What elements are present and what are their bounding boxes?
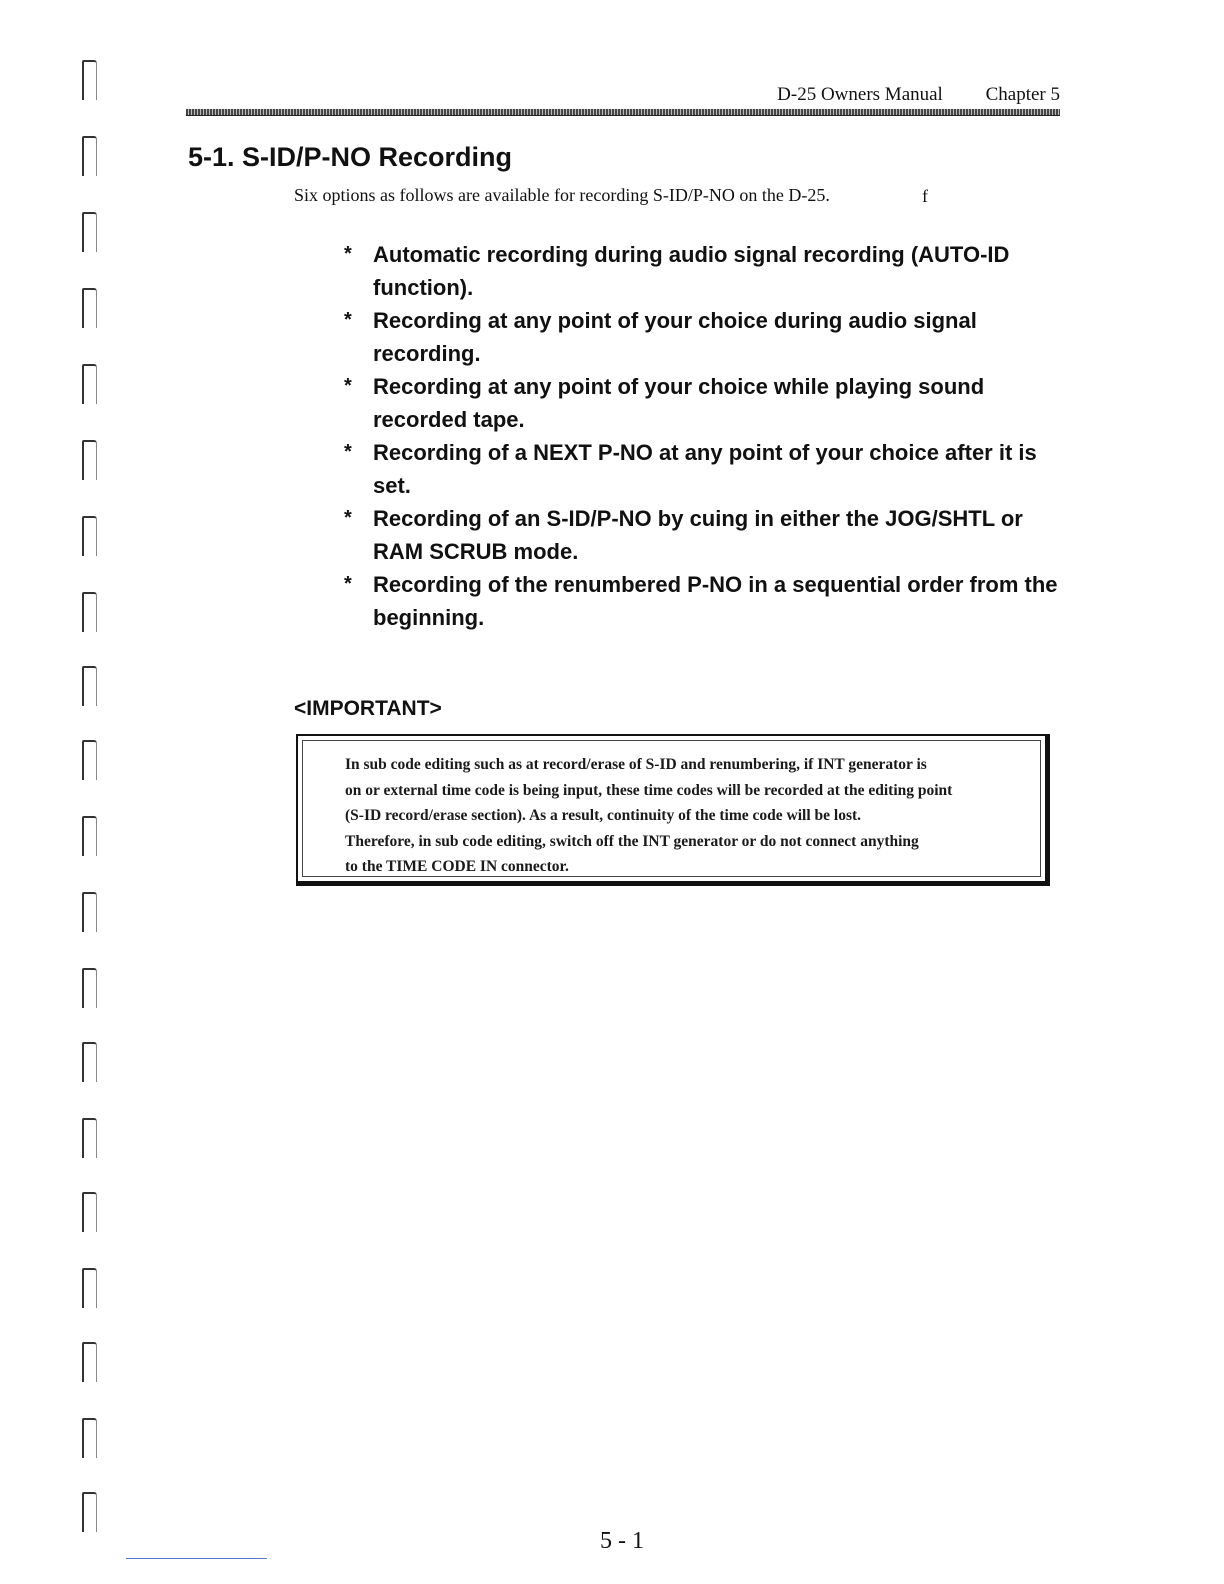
binder-mark — [82, 440, 97, 480]
list-item-line: Recording of a NEXT P-NO at any point of your choice after it is — [373, 440, 1037, 465]
binder-mark — [82, 212, 97, 252]
chapter-label: Chapter 5 — [985, 84, 1060, 105]
list-item — [344, 370, 1064, 436]
note-line: In sub code editing such as at record/erase of S-ID and renumbering, if INT generator is — [345, 756, 927, 773]
important-note-box — [296, 734, 1050, 886]
bullet-star-icon: * — [344, 573, 352, 595]
list-item — [344, 238, 1064, 304]
bullet-star-icon: * — [344, 375, 352, 397]
note-line: (S-ID record/erase section). As a result, continuity of the time code will be lost. — [345, 807, 862, 825]
list-item-line: Recording at any point of your choice during audio signal — [373, 308, 977, 333]
binder-mark — [82, 1118, 97, 1158]
binder-mark — [82, 968, 97, 1008]
binder-mark — [82, 1192, 97, 1232]
stray-mark: f — [922, 186, 928, 206]
binder-mark — [82, 364, 97, 404]
page-number: 5 - 1 — [600, 1528, 644, 1554]
list-item — [344, 436, 1064, 502]
binder-mark — [82, 892, 97, 932]
binder-mark — [82, 1042, 97, 1082]
binder-mark — [82, 1418, 97, 1458]
list-item-line: set. — [373, 473, 411, 498]
binder-mark — [82, 816, 97, 856]
list-item — [344, 502, 1064, 568]
list-item-line: Recording at any point of your choice while playing sound — [373, 374, 985, 399]
list-item-line: RAM SCRUB mode. — [373, 539, 579, 564]
list-item-line: function). — [373, 275, 474, 300]
binder-mark — [82, 740, 97, 780]
note-line: on or external time code is being input, these time codes will be recorded at the editing point — [345, 781, 953, 799]
binder-mark — [82, 60, 97, 100]
bullet-star-icon: * — [344, 441, 352, 463]
list-item-line: recorded tape. — [373, 407, 525, 432]
note-line: to the TIME CODE IN connector. — [345, 858, 569, 876]
binder-mark — [82, 288, 97, 328]
binder-mark — [82, 592, 97, 632]
page-header — [777, 84, 1060, 106]
binder-mark — [82, 666, 97, 706]
options-list — [344, 238, 1064, 634]
list-item-line: Automatic recording during audio signal recording (AUTO-ID — [373, 242, 1010, 267]
list-item — [344, 568, 1064, 634]
binder-mark — [82, 516, 97, 556]
bullet-star-icon: * — [344, 243, 352, 265]
list-item-line: recording. — [373, 341, 481, 366]
list-item — [344, 304, 1064, 370]
intro-text: Six options as follows are available for recording S-ID/P-NO on the D-25. — [294, 185, 830, 205]
bullet-star-icon: * — [344, 507, 352, 529]
list-item-line: beginning. — [373, 605, 485, 630]
binder-mark — [82, 136, 97, 176]
note-line: Therefore, in sub code editing, switch off the INT generator or do not connect anything — [345, 832, 919, 850]
binder-punch-marks — [82, 60, 102, 1560]
document-title: D-25 Owners Manual — [777, 84, 943, 105]
list-item-line: Recording of the renumbered P-NO in a sequential order from the — [373, 572, 1058, 597]
binder-mark — [82, 1492, 97, 1532]
important-label: <IMPORTANT> — [294, 697, 442, 720]
header-rule — [186, 109, 1060, 116]
binder-mark — [82, 1342, 97, 1382]
important-note-text — [345, 752, 1035, 880]
section-title: 5-1. S-ID/P-NO Recording — [188, 142, 513, 172]
list-item-line: Recording of an S-ID/P-NO by cuing in either the JOG/SHTL or — [373, 506, 1023, 531]
bullet-star-icon: * — [344, 309, 352, 331]
binder-mark — [82, 1268, 97, 1308]
footer-underline — [126, 1558, 267, 1559]
